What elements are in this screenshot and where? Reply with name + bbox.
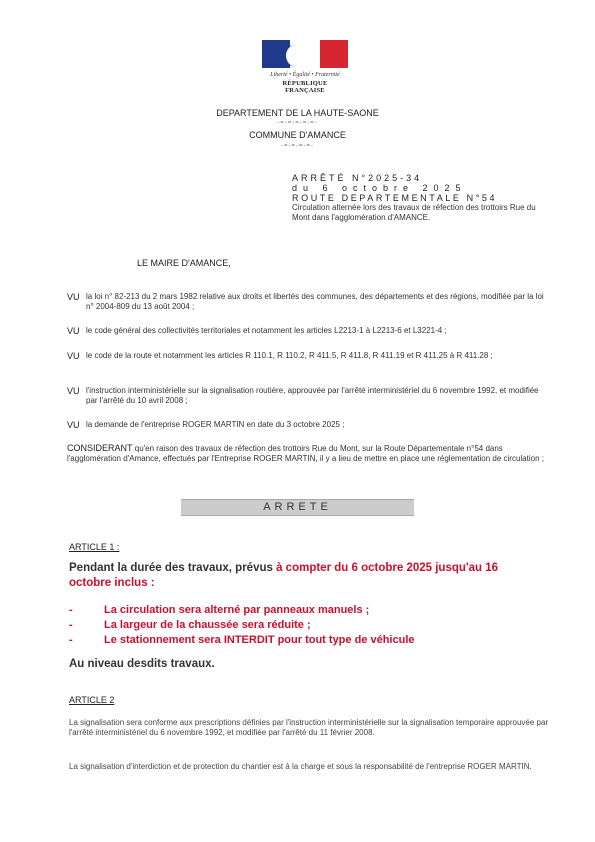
separator-2: -=-=-=-=- [280,143,314,149]
arrete-number: ARRÊTÉ N°2025-34 [292,173,423,183]
article1-outro: Au niveau desdits travaux. [69,658,215,670]
article2-paragraph-2: La signalisation d'interdiction et de protection du chantier est à la charge et sous la responsabilité de l'entreprise ROGER MARTIN. [69,762,532,771]
marianne-flag-icon [262,40,348,68]
mayor-title: LE MAIRE D'AMANCE, [137,258,231,268]
article1-title: ARTICLE 1 : [69,542,120,552]
arrete-header [292,173,552,223]
separator-1: -=-=-=-=-=- [277,120,318,126]
commune-title: COMMUNE D'AMANCE [249,130,346,140]
arrete-banner: ARRETE [181,499,414,516]
arrete-date: du 6 octobre 2025 [292,183,467,193]
arrete-subject: Circulation alternée lors des travaux de réfection des trottoirs Rue du Mont dans l'agglomération d'AMANCE. [292,203,536,222]
consideration-0: VU la loi n° 82-213 du 2 mars 1982 relative aux droits et libertés des communes, des départements et des régions, modifiée par la loi n° 2004-809 du 13 août 2004 ; [67,292,544,311]
article1-intro: Pendant la durée des travaux, prévus à compter du 6 octobre 2025 jusqu'au 16 octobre inclus : [69,562,499,589]
republic-motto: Liberté • Égalité • Fraternité [270,72,340,78]
consideration-2: VU le code de la route et notamment les articles R 110.1, R 110.2, R 411.5, R 411.8, R 411.19 et R 411.25 à R 411.28 ; [67,351,493,361]
republique-logo [262,40,348,94]
consideration-3: VU l'instruction interministérielle sur la signalisation routière, approuvée par l'arrêté interministériel du 6 novembre 1992, et modifiée par l'arrêté du 10 avril 2008 ; [67,386,539,405]
arrete-route: ROUTE DEPARTEMENTALE N°54 [292,193,498,203]
considerant: CONSIDERANT qu'en raison des travaux de réfection des trottoirs Rue du Mont, sur la Route Départementale n°54 dans l'agglomération d'Amance, effectués par l'Entreprise ROGER MARTIN, il y a lieu de mettre en place une réglementation de circulation ; [67,443,544,463]
department-title: DEPARTEMENT DE LA HAUTE-SAONE [216,108,379,118]
article2-paragraph-1: La signalisation sera conforme aux prescriptions définies par l'instruction interministérielle sur la signalisation temporaire approuvée par l'arrêté interministériel du 6 novembre 1992, et modifiée par l'arrêté du 11 février 2008. [69,718,549,737]
article2-title: ARTICLE 2 [69,695,115,705]
republic-name: RÉPUBLIQUE FRANÇAISE [282,80,328,94]
consideration-4: VU la demande de l'entreprise ROGER MARTIN en date du 3 octobre 2025 ; [67,420,345,430]
consideration-1: VU le code général des collectivités territoriales et notamment les articles L2213-1 à L2213-6 et L3221-4 ; [67,326,447,336]
